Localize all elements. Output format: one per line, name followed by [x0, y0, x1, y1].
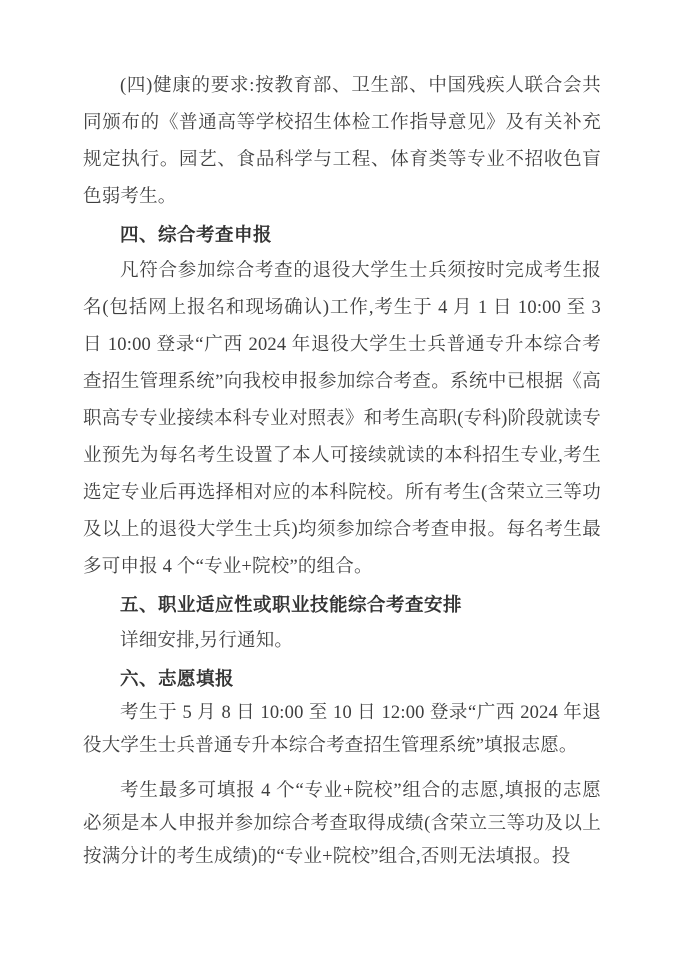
paragraph-health-requirements: (四)健康的要求:按教育部、卫生部、中国残疾人联合会共同颁布的《普通高等学校招生体检工作指导意见》及有关补充规定执行。园艺、食品科学与工程、体育类等专业不招收色盲色弱考生。 — [83, 76, 601, 207]
section-heading-4-application: 四、综合考查申报 — [120, 224, 273, 245]
paragraph-application-details: 凡符合参加综合考查的退役大学生士兵须按时完成考生报名(包括网上报名和现场确认)工作,考生于 4 月 1 日 10:00 至 3 日 10:00 登录“广西 2024 年退役大学生士兵普通专升本综合考查招生管理系统”向我校申报参加综合考查。系统中已根据《高职高专专业接续本科专业对照表》和考生高职(专科)阶段就读专业预先为每名考生设置了本人可接续就读的本科招生专业,考生选定专业后再选择相对应的本科院校。所有考生(含荣立三等功及以上的退役大学生士兵)均须参加综合考查申报。每名考生最多可申报 4 个“专业+院校”的组合。 — [83, 261, 601, 577]
document-body — [83, 68, 601, 874]
paragraph-volunteer-login: 考生于 5 月 8 日 10:00 至 10 日 12:00 登录“广西 2024 年退役大学生士兵普通专升本综合考查招生管理系统”填报志愿。 — [83, 703, 601, 756]
paragraph-volunteer-rules: 考生最多可填报 4 个“专业+院校”组合的志愿,填报的志愿必须是本人申报并参加综合考查取得成绩(含荣立三等功及以上按满分计的考生成绩)的“专业+院校”组合,否则无法填报。投 — [83, 781, 601, 867]
paragraph-arrangement-notice: 详细安排,另行通知。 — [120, 631, 294, 651]
section-heading-5-exam-arrangement: 五、职业适应性或职业技能综合考查安排 — [120, 594, 463, 615]
section-heading-6-volunteer-filling: 六、志愿填报 — [120, 668, 235, 689]
